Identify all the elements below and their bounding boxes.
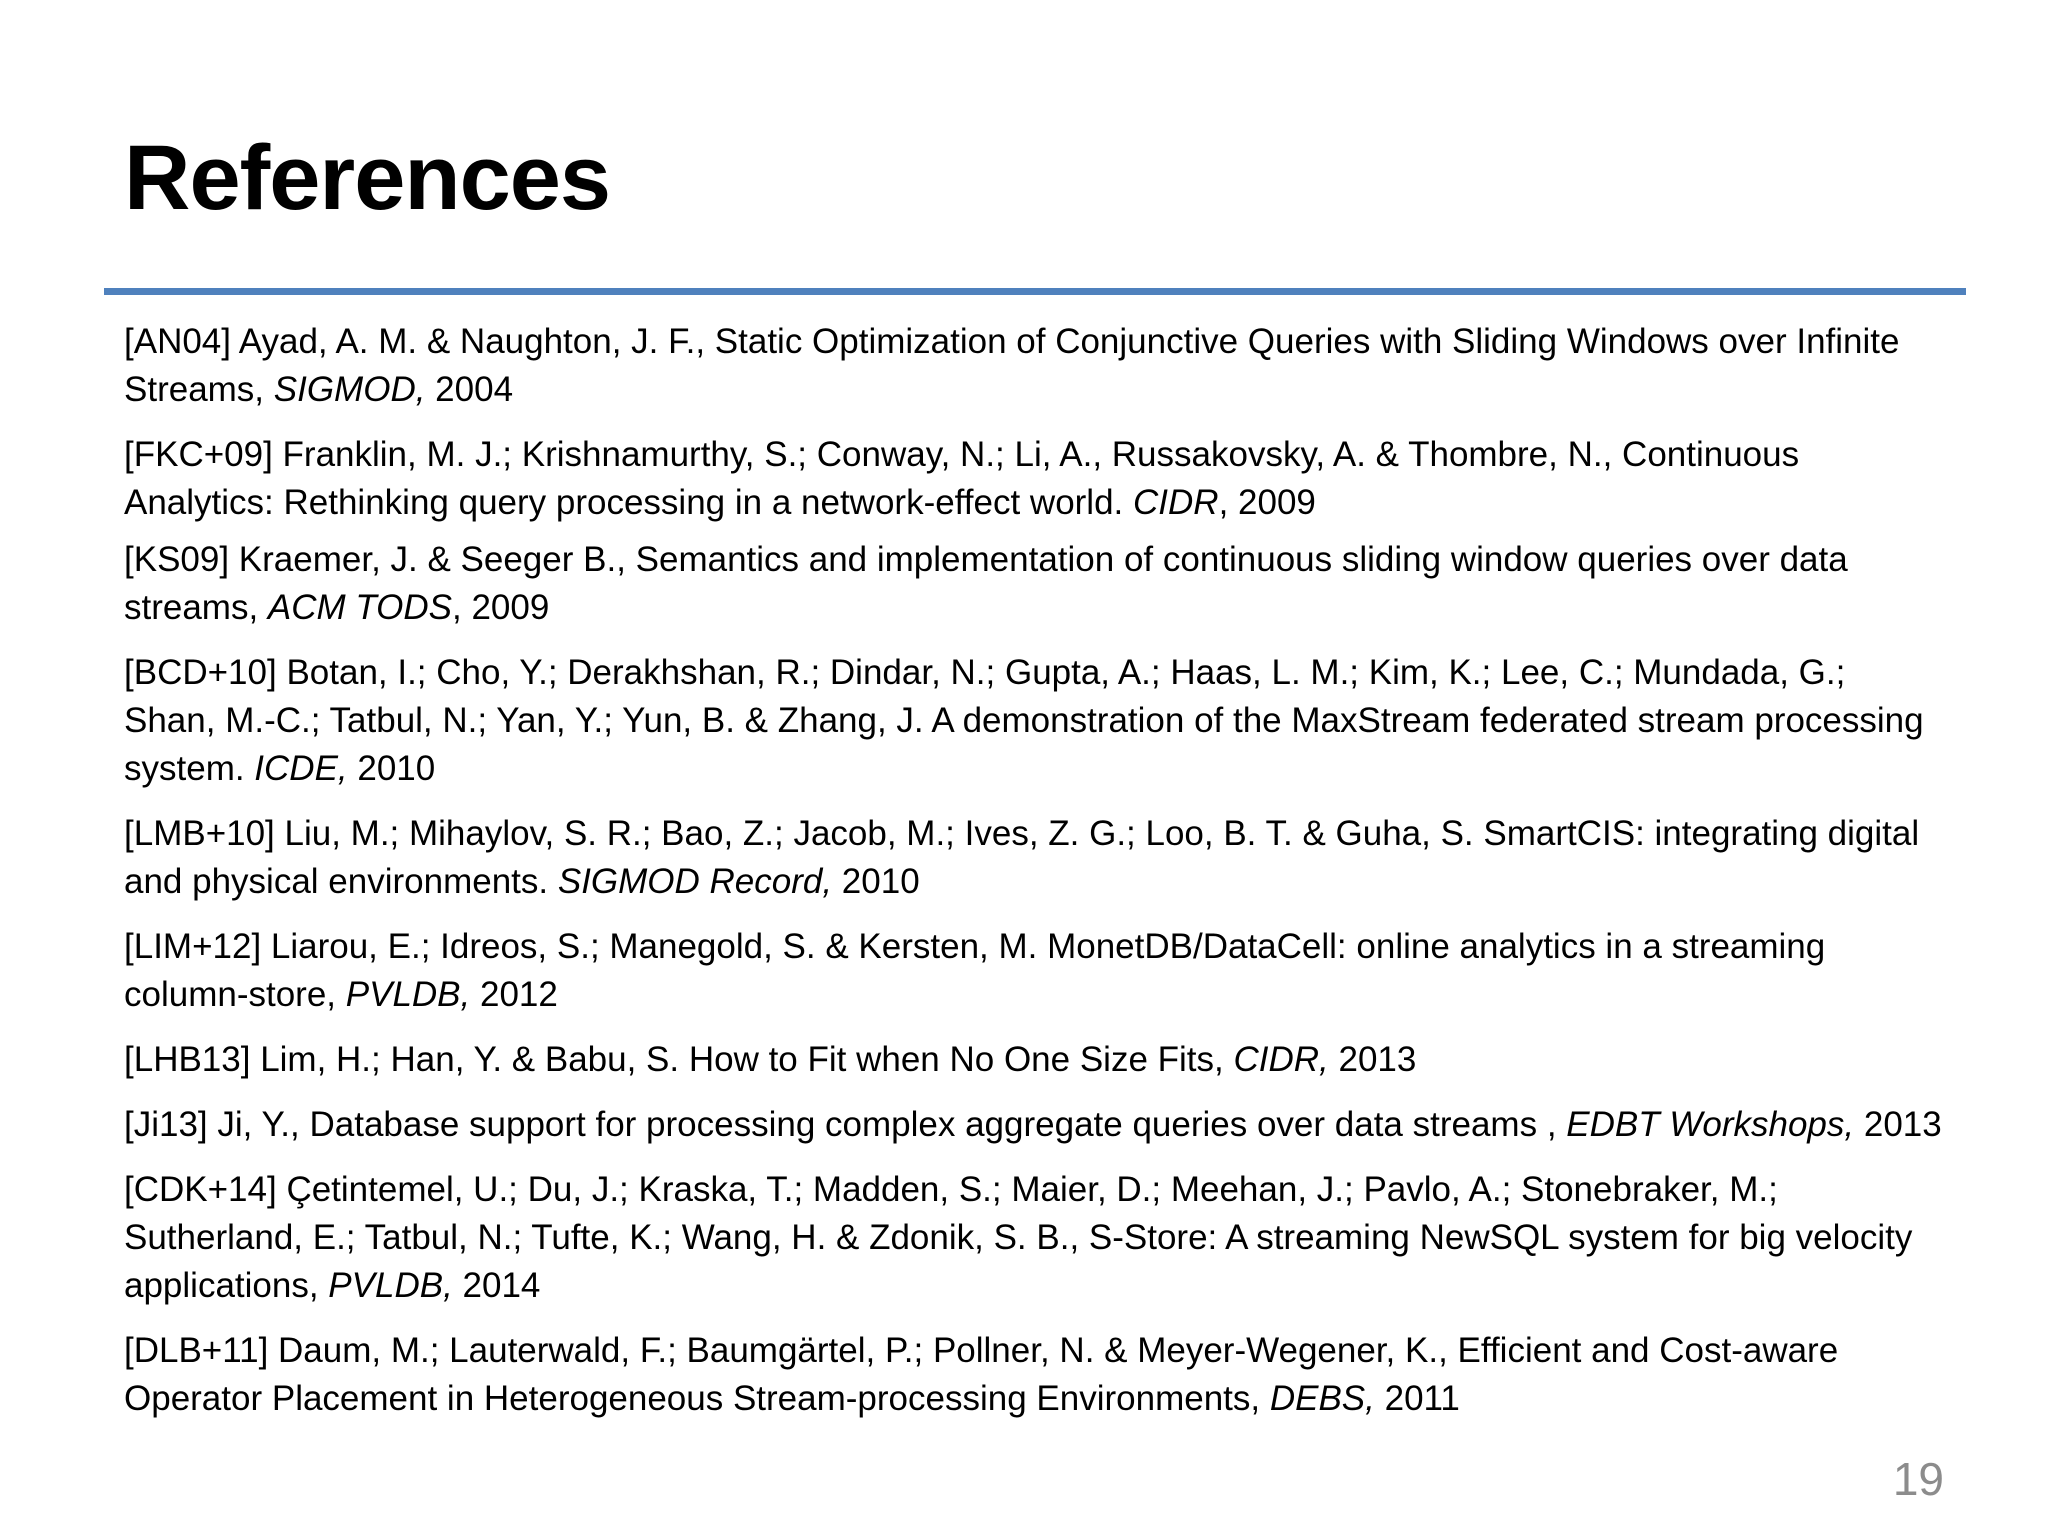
reference-year: 2013 xyxy=(1328,1040,1417,1079)
reference-venue: DEBS, xyxy=(1269,1379,1375,1418)
reference-venue: PVLDB, xyxy=(328,1266,453,1305)
reference-text: [DLB+11] Daum, M.; Lauterwald, F.; Baumgärtel, P.; Pollner, N. & Meyer-Wegener, K., Efficient and Cost-aware Operator Placement in Heterogeneous Stream-processing Environments, xyxy=(124,1331,1839,1418)
reference-text: [BCD+10] Botan, I.; Cho, Y.; Derakhshan, R.; Dindar, N.; Gupta, A.; Haas, L. M.; Kim, K.; Lee, C.; Mundada, G.; Shan, M.-C.; Tatbul, N.; Yan, Y.; Yun, B. & Zhang, J. A demonstration of the MaxStream federated stream processing system. xyxy=(124,653,1924,788)
reference-year: 2013 xyxy=(1854,1105,1942,1144)
reference-venue: EDBT Workshops, xyxy=(1566,1105,1855,1144)
reference-year: 2012 xyxy=(470,975,558,1014)
reference-venue: SIGMOD Record, xyxy=(557,862,833,901)
reference-venue: ICDE, xyxy=(254,749,348,788)
reference-text: [KS09] Kraemer, J. & Seeger B., Semantics and implementation of continuous sliding window queries over data streams, xyxy=(124,540,1848,627)
reference-text: [LMB+10] Liu, M.; Mihaylov, S. R.; Bao, Z.; Jacob, M.; Ives, Z. G.; Loo, B. T. & Guha, S. SmartCIS: integrating digital and physical environments. xyxy=(124,814,1920,901)
reference-venue: ACM TODS xyxy=(267,588,453,627)
reference-item xyxy=(124,318,1944,414)
reference-text: [LHB13] Lim, H.; Han, Y. & Babu, S. How to Fit when No One Size Fits, xyxy=(124,1040,1234,1079)
reference-item xyxy=(124,536,1944,632)
reference-item xyxy=(124,1036,1944,1084)
reference-item xyxy=(124,923,1944,1019)
reference-item xyxy=(124,649,1944,793)
reference-year: 2014 xyxy=(452,1266,541,1305)
reference-text: [AN04] Ayad, A. M. & Naughton, J. F., Static Optimization of Conjunctive Queries with Sliding Windows over Infinite Streams, xyxy=(124,322,1900,409)
reference-year: 2010 xyxy=(832,862,920,901)
reference-text: [Ji13] Ji, Y., Database support for processing complex aggregate queries over data streams , xyxy=(124,1105,1567,1144)
reference-year: , 2009 xyxy=(452,588,550,627)
reference-text: [CDK+14] Çetintemel, U.; Du, J.; Kraska, T.; Madden, S.; Maier, D.; Meehan, J.; Pavlo, A.; Stonebraker, M.; Sutherland, E.; Tatbul, N.; Tufte, K.; Wang, H. & Zdonik, S. B., S-Store: A streaming NewSQL system for big velocity applications, xyxy=(124,1170,1913,1305)
reference-item xyxy=(124,1101,1944,1149)
reference-venue: PVLDB, xyxy=(345,975,471,1014)
reference-text: [FKC+09] Franklin, M. J.; Krishnamurthy, S.; Conway, N.; Li, A., Russakovsky, A. & Thombre, N., Continuous Analytics: Rethinking query processing in a network-effect world. xyxy=(124,435,1800,522)
reference-list xyxy=(124,318,1944,1440)
reference-venue: SIGMOD, xyxy=(273,370,426,409)
reference-text: [LIM+12] Liarou, E.; Idreos, S.; Manegold, S. & Kersten, M. MonetDB/DataCell: online analytics in a streaming column-store, xyxy=(124,927,1826,1014)
reference-venue: CIDR xyxy=(1133,483,1219,522)
reference-year: , 2009 xyxy=(1218,483,1316,522)
slide-title: References xyxy=(124,127,611,229)
reference-item xyxy=(124,810,1944,906)
page-number: 19 xyxy=(1892,1453,1944,1505)
reference-item xyxy=(124,1327,1944,1423)
reference-year: 2011 xyxy=(1374,1379,1460,1418)
reference-venue: CIDR, xyxy=(1233,1040,1329,1079)
reference-year: 2004 xyxy=(425,370,514,409)
reference-item xyxy=(124,431,1944,527)
reference-year: 2010 xyxy=(347,749,436,788)
reference-item xyxy=(124,1166,1944,1310)
title-divider xyxy=(104,288,1966,295)
